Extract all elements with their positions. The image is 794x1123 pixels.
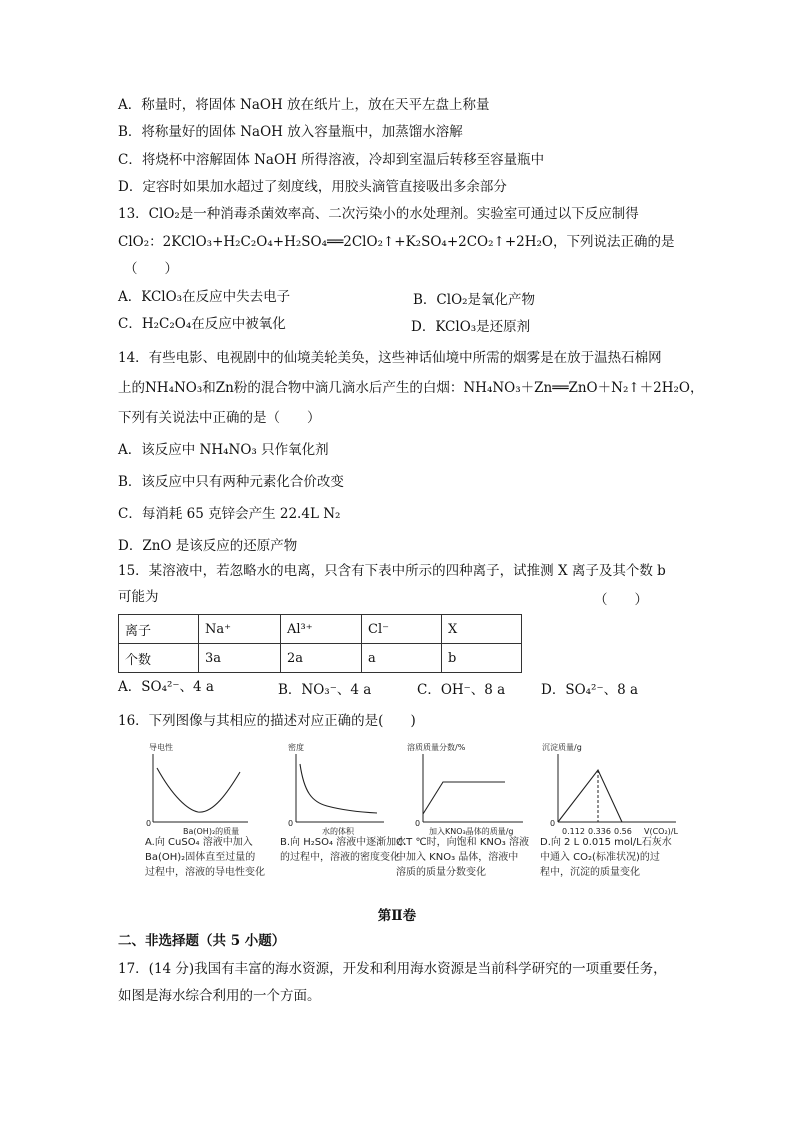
- q14-stem-line3: 下列有关说法中正确的是（ ）: [118, 410, 321, 426]
- graph-b-caption-line: B.向 H₂SO₄ 溶液中逐渐加水: [280, 837, 407, 848]
- q13-stem-line1: 13．ClO₂是一种消毒杀菌效率高、二次污染小的水处理剂。实验室可通过以下反应制得: [118, 206, 639, 222]
- graph-b-curve: [300, 764, 377, 813]
- q13-option-a: A．KClO₃在反应中失去电子: [118, 289, 291, 305]
- ion-table-cell: 3a: [199, 644, 281, 673]
- graph-b-density: [282, 742, 392, 837]
- q17-stem-line2: 如图是海水综合利用的一个方面。: [118, 988, 321, 1004]
- ion-table-cell: Al³⁺: [281, 615, 362, 644]
- graph-c-caption-line: 溶质的质量分数变化: [396, 867, 486, 878]
- graph-b-caption: [280, 835, 406, 865]
- q14-option-c: C．每消耗 65 克锌会产生 22.4L N₂: [118, 506, 341, 522]
- q12-option-c: C．将烧杯中溶解固体 NaOH 所得溶液，冷却到室温后转移至容量瓶中: [118, 152, 545, 168]
- graph-d-tick: 0.336: [588, 827, 611, 836]
- part2-heading: 二、非选择题（共 5 小题）: [118, 933, 286, 949]
- q14-option-a: A．该反应中 NH₄NO₃ 只作氧化剂: [118, 442, 329, 458]
- section-title: 第Ⅱ卷: [377, 908, 417, 924]
- ion-table-cell: Cl⁻: [362, 615, 442, 644]
- graph-a-caption-line: Ba(OH)₂固体直至过量的: [145, 852, 256, 863]
- graph-c-mass-fraction: [405, 742, 530, 837]
- ion-table: [118, 614, 522, 673]
- ion-table-header-row: [119, 615, 522, 644]
- graph-c-ylabel: 溶质质量分数/%: [407, 743, 466, 752]
- q14-stem-line2: 上的NH₄NO₃和Zn粉的混合物中滴几滴水后产生的白烟：NH₄NO₃＋Zn══ZnO＋N₂↑＋2H₂O，: [118, 380, 704, 396]
- graph-b-origin: 0: [288, 819, 294, 828]
- q15-stem-line2: 可能为: [118, 589, 159, 605]
- q12-option-d: D．定容时如果加水超过了刻度线，用胶头滴管直接吸出多余部分: [118, 179, 507, 195]
- graph-a-origin: 0: [146, 819, 152, 828]
- graph-d-ylabel: 沉淀质量/g: [542, 743, 582, 752]
- q15-answer-bracket: （ ）: [594, 592, 648, 608]
- q15-stem-line1: 15．某溶液中，若忽略水的电离，只含有下表中所示的四种离子，试推测 X 离子及其个数 b: [118, 563, 666, 579]
- graph-a-caption: [145, 835, 265, 880]
- ion-table-cell: Na⁺: [199, 615, 281, 644]
- q16-stem: 16．下列图像与其相应的描述对应正确的是( ): [118, 713, 416, 729]
- ion-table-cell: X: [442, 615, 522, 644]
- graph-d-line: [558, 770, 622, 822]
- graph-a-xlabel: Ba(OH)₂的质量: [183, 827, 240, 836]
- q17-stem-line1: 17．(14 分)我国有丰富的海水资源，开发和利用海水资源是当前科学研究的一项重要任务，: [118, 961, 667, 977]
- graph-d-tick: 0.112: [562, 827, 585, 836]
- graph-d-caption-line: 程中，沉淀的质量变化: [540, 867, 640, 878]
- graph-b-caption-line: 的过程中，溶液的密度变化: [280, 852, 400, 863]
- q12-option-b: B．将称量好的固体 NaOH 放入容量瓶中，加蒸馏水溶解: [118, 124, 463, 140]
- q13-answer-bracket: （ ）: [124, 261, 178, 277]
- q15-option-b: B．NO₃⁻、4 a: [278, 682, 372, 698]
- q13-option-d: D．KClO₃是还原剂: [411, 319, 531, 335]
- graph-d-origin: 0: [550, 819, 556, 828]
- ion-table-cell: 2a: [281, 644, 362, 673]
- graph-a-caption-line: 过程中，溶液的导电性变化: [145, 867, 265, 878]
- q15-option-a: A．SO₄²⁻、4 a: [118, 679, 214, 695]
- graph-b-xlabel: 水的体积: [322, 827, 354, 836]
- q14-option-d: D．ZnO 是该反应的还原产物: [118, 538, 298, 554]
- graph-d-tick: 0.56: [614, 827, 632, 836]
- graph-d-xlabel: V(CO₂)/L: [644, 827, 678, 836]
- q13-stem-line2: ClO₂：2KClO₃+H₂C₂O₄+H₂SO₄══2ClO₂↑+K₂SO₄+2CO₂↑+2H₂O，下列说法正确的是: [118, 234, 675, 250]
- graph-c-origin: 0: [415, 819, 421, 828]
- graph-a-curve: [157, 768, 240, 812]
- ion-table-cell: 个数: [119, 644, 199, 673]
- q14-option-b: B．该反应中只有两种元素化合价改变: [118, 474, 344, 490]
- q13-option-c: C．H₂C₂O₄在反应中被氧化: [118, 316, 286, 332]
- ion-table-count-row: [119, 644, 522, 673]
- q15-option-c: C．OH⁻、8 a: [417, 682, 506, 698]
- graph-a-ylabel: 导电性: [149, 743, 173, 752]
- graph-d-caption-line: 中通入 CO₂(标准状况)的过: [540, 852, 660, 863]
- graph-c-caption: [396, 835, 529, 880]
- ion-table-cell: b: [442, 644, 522, 673]
- graph-d-caption: [540, 835, 672, 880]
- q12-option-a: A．称量时，将固体 NaOH 放在纸片上，放在天平左盘上称量: [118, 97, 490, 113]
- graph-b-ylabel: 密度: [288, 743, 304, 752]
- graph-c-xlabel: 加入KNO₃晶体的质量/g: [429, 827, 514, 836]
- graph-d-precipitate: [540, 742, 680, 837]
- graph-c-line: [423, 782, 505, 814]
- graph-c-caption-line: C.T ℃时，向饱和 KNO₃ 溶液: [396, 837, 529, 848]
- ion-table-cell: a: [362, 644, 442, 673]
- graph-a-conductivity: [143, 742, 258, 837]
- ion-table-cell: 离子: [119, 615, 199, 644]
- graph-a-caption-line: A.向 CuSO₄ 溶液中加入: [145, 837, 253, 848]
- q15-option-d: D．SO₄²⁻、8 a: [541, 682, 639, 698]
- q13-option-b: B．ClO₂是氧化产物: [413, 292, 536, 308]
- graph-c-caption-line: 中加入 KNO₃ 晶体，溶液中: [396, 852, 519, 863]
- q14-stem-line1: 14．有些电影、电视剧中的仙境美轮美奂，这些神话仙境中所需的烟雾是在放于温热石棉网: [118, 350, 662, 366]
- graph-d-caption-line: D.向 2 L 0.015 mol/L石灰水: [540, 837, 672, 848]
